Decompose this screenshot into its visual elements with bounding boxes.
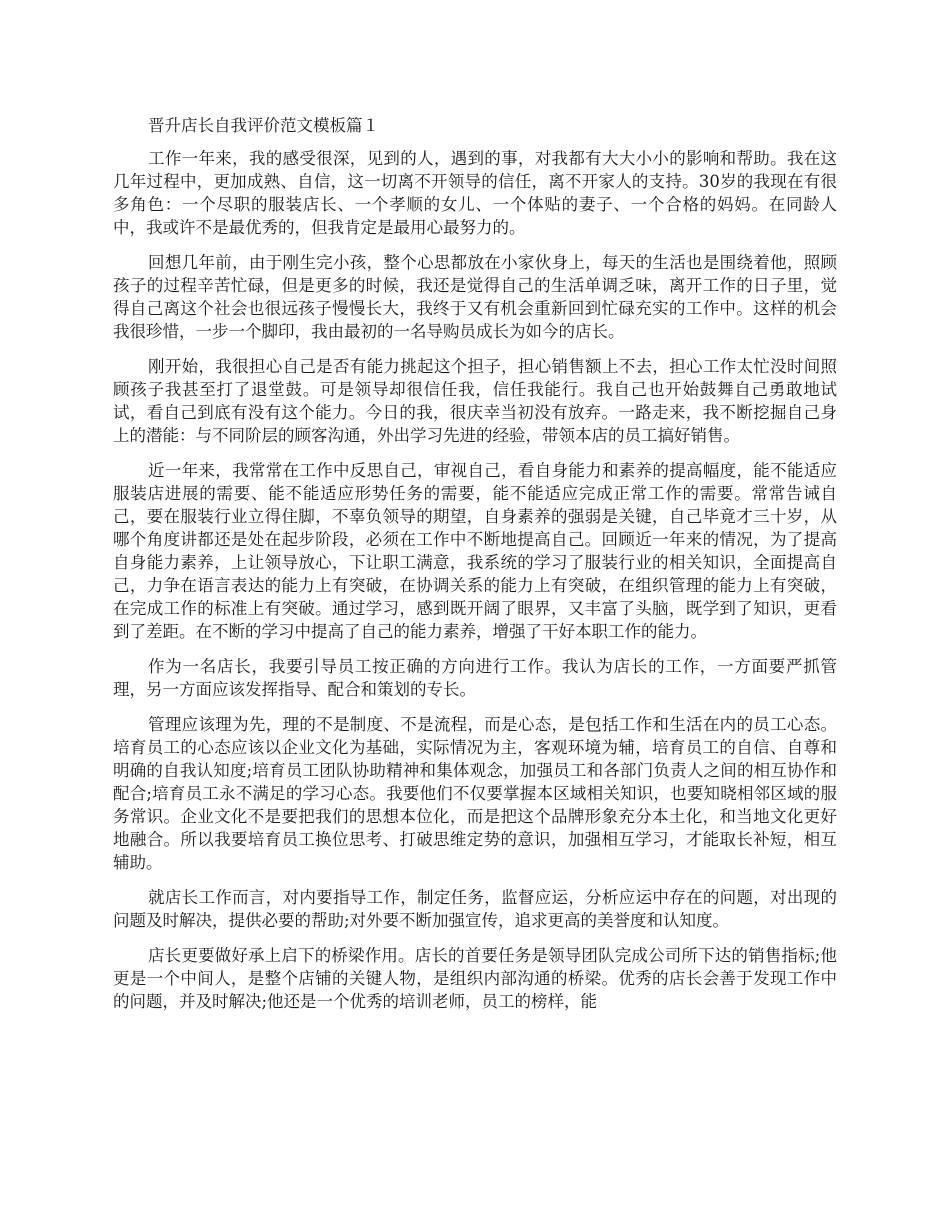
paragraph-6: 管理应该理为先，理的不是制度、不是流程，而是心态，是包括工作和生活在内的员工心态。培育员工的心态应该以企业文化为基础，实际情况为主，客观环境为辅，培育员工的自信、自尊和明确的自我认知度;培育员工团队协助精神和集体观念，加强员工和各部门负责人之间的相互协作和配合;培育员工永不满足的学习心态。我要他们不仅要掌握本区域相关知识，也要知晓相邻区域的服务常识。企业文化不是要把我们的思想本位化，而是把这个品牌形象充分本土化，和当地文化更好地融合。所以我要培育员工换位思考、打破思维定势的意识，加强相互学习，才能取长补短，相互辅助。 xyxy=(113,715,837,872)
paragraph-4: 近一年来，我常常在工作中反思自己，审视自己，看自身能力和素养的提高幅度，能不能适应服装店进展的需要、能不能适应形势任务的需要，能不能适应完成正常工作的需要。常常告诫自己，要在服装行业立得住脚，不辜负领导的期望，自身素养的强弱是关键，自己毕竟才三十岁，从哪个角度讲都还是处在起步阶段，必须在工作中不断地提高自己。回顾近一年来的情况，为了提高自身能力素养，上让领导放心，下让职工满意，我系统的学习了服装行业的相关知识，全面提高自己，力争在语言表达的能力上有突破，在协调关系的能力上有突破，在组织管理的能力上有突破，在完成工作的标准上有突破。通过学习，感到既开阔了眼界，又丰富了头脑，既学到了知识，更看到了差距。在不断的学习中提高了自己的能力素养，增强了干好本职工作的能力。 xyxy=(113,461,837,641)
paragraph-8: 店长更要做好承上启下的桥梁作用。店长的首要任务是领导团队完成公司所下达的销售指标;他更是一个中间人，是整个店铺的关键人物，是组织内部沟通的桥梁。优秀的店长会善于发现工作中的问题，并及时解决;他还是一个优秀的培训老师，员工的榜样，能 xyxy=(113,946,837,1011)
paragraph-3: 刚开始，我很担心自己是否有能力挑起这个担子，担心销售额上不去，担心工作太忙没时间照顾孩子我甚至打了退堂鼓。可是领导却很信任我，信任我能行。我自己也开始鼓舞自己勇敢地试试，看自己到底有没有这个能力。今日的我，很庆幸当初没有放弃。一路走来，我不断挖掘自己身上的潜能：与不同阶层的顾客沟通，外出学习先进的经验，带领本店的员工搞好销售。 xyxy=(113,357,837,445)
paragraph-5: 作为一名店长，我要引导员工按正确的方向进行工作。我认为店长的工作，一方面要严抓管理，另一方面应该发挥指导、配合和策划的专长。 xyxy=(113,657,837,699)
paragraph-2: 回想几年前，由于刚生完小孩，整个心思都放在小家伙身上，每天的生活也是围绕着他，照顾孩子的过程辛苦忙碌，但是更多的时候，我还是觉得自己的生活单调乏味，离开工作的日子里，觉得自己离这个社会也很远孩子慢慢长大，我终于又有机会重新回到忙碌充实的工作中。这样的机会我很珍惜，一步一个脚印，我由最初的一名导购员成长为如今的店长。 xyxy=(113,253,837,341)
document-title: 晋升店长自我评价范文模板篇１ xyxy=(148,116,379,135)
paragraph-1: 工作一年来，我的感受很深，见到的人，遇到的事，对我都有大大小小的影响和帮助。我在这几年过程中，更加成熟、自信，这一切离不开领导的信任，离不开家人的支持。30岁的我现在有很多角色：一个尽职的服装店长、一个孝顺的女儿、一个体贴的妻子、一个合格的妈妈。在同龄人中，我或许不是最优秀的，但我肯定是最用心最努力的。 xyxy=(113,149,837,237)
paragraph-7: 就店长工作而言，对内要指导工作，制定任务，监督应运，分析应运中存在的问题，对出现的问题及时解决，提供必要的帮助;对外要不断加强宣传，追求更高的美誉度和认知度。 xyxy=(113,888,837,930)
document-page xyxy=(113,114,837,1025)
